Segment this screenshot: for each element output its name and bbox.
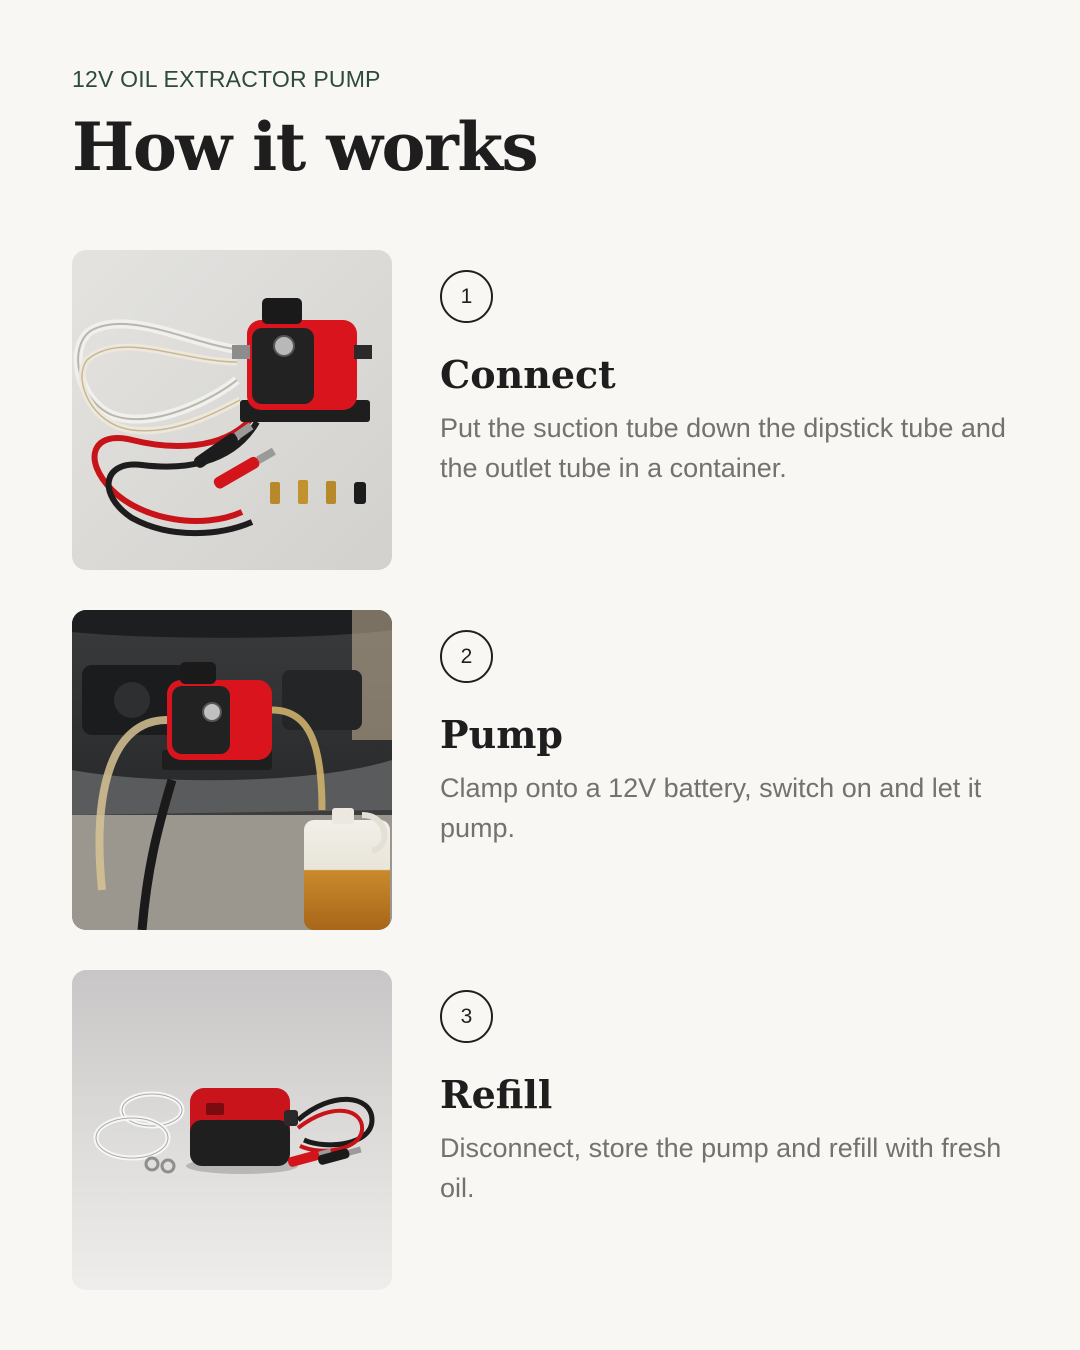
step-number-badge: 2 [440, 630, 493, 683]
step-number-badge: 1 [440, 270, 493, 323]
step-description: Put the suction tube down the dipstick tube and the outlet tube in a container. [440, 413, 1006, 483]
step-pump [72, 610, 1012, 930]
step-title: Pump [440, 712, 563, 757]
step-2-photo [72, 610, 392, 930]
stored-pump-image [72, 970, 392, 1290]
step-title: Connect [440, 352, 616, 397]
eyebrow-label: 12V OIL EXTRACTOR PUMP [72, 66, 381, 92]
step-3-photo [72, 970, 392, 1290]
step-description: Clamp onto a 12V battery, switch on and let it pump. [440, 773, 982, 843]
step-number-badge: 3 [440, 990, 493, 1043]
step-title: Refill [440, 1072, 553, 1117]
step-refill [72, 970, 1012, 1290]
pump-kit-image [72, 250, 392, 570]
engine-bay-image [72, 610, 392, 930]
step-connect [72, 250, 1012, 570]
step-1-photo [72, 250, 392, 570]
page-title: How it works [72, 108, 538, 186]
step-description: Disconnect, store the pump and refill with fresh oil. [440, 1133, 1002, 1203]
